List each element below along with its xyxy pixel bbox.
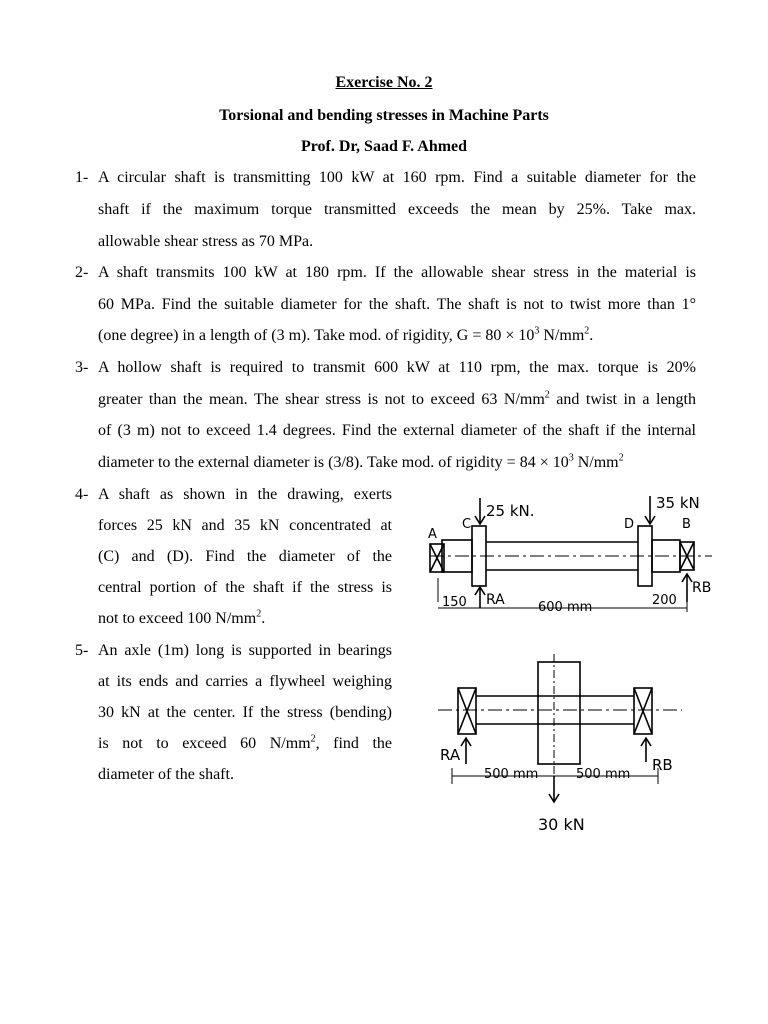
problem-4-line-4: central portion of the shaft if the stress is (98, 579, 392, 596)
problem-2-line-1: A shaft transmits 100 kW at 180 rpm. If the allowable shear stress in the material is (98, 264, 696, 281)
problem-2-number: 2- (75, 264, 89, 281)
fig1-label-b: B (682, 517, 691, 532)
problem-4-line-3: (C) and (D). Find the diameter of the (98, 548, 392, 565)
fig2-reaction-a: RA (440, 746, 461, 764)
problem-5-line-3: 30 kN at the center. If the stress (bending) (98, 704, 392, 721)
problem-4-line-5: not to exceed 100 $N/mm^2$. (98, 608, 266, 627)
fig1-label-a: A (428, 527, 437, 542)
problem-3-line-4: diameter to the external diameter is (3/8). Take mod. of rigidity = $84 \times 10^3$ $N/mm^2$ (98, 452, 624, 471)
problem-3-line-3: of (3 m) not to exceed 1.4 degrees. Find the external diameter of the shaft if the internal (98, 422, 696, 439)
problem-5-line-4: is not to exceed 60 $N/mm^2$, find the (98, 733, 393, 752)
problem-3-number: 3- (75, 359, 89, 376)
fig2-reaction-b: RB (652, 756, 673, 774)
problem-1-line-3: allowable shear stress as 70 MPa. (98, 233, 314, 250)
author-line: Prof. Dr, Saad F. Ahmed (300, 138, 468, 155)
problem-5-line-1: An axle (1m) long is supported in bearings (98, 642, 392, 659)
fig1-dim-right: 200 (652, 593, 677, 608)
problem-1-line-2: shaft if the maximum torque transmitted exceeds the mean by 25%. Take max. (98, 201, 696, 218)
problem-3-line-2: greater than the mean. The shear stress is not to exceed 63 $N/mm^2$ and twist in a length (98, 389, 697, 408)
problem-1-line-1: A circular shaft is transmitting 100 kW at 160 rpm. Find a suitable diameter for the (98, 169, 696, 186)
problem-2-line-3: (one degree) in a length of (3 m). Take mod. of rigidity, $G = 80 \times 10^3$ $N/mm^2$. (98, 325, 594, 344)
fig1-load-c: 25 kN. (486, 502, 535, 520)
fig1-label-d: D (624, 517, 635, 532)
problem-4-number: 4- (75, 486, 89, 503)
problem-3-line-1: A hollow shaft is required to transmit 600 kW at 110 rpm, the max. torque is 20% (98, 359, 696, 376)
shaft-diagram-figure (420, 484, 720, 616)
fig2-dim-left: 500 mm (484, 767, 539, 782)
fig1-reaction-a: RA (486, 592, 505, 608)
fig2-load: 30 kN (538, 815, 585, 834)
fig1-load-d: 35 kN (656, 494, 700, 512)
fig1-dim-left: 150 (442, 595, 467, 610)
problem-5-line-5: diameter of the shaft. (98, 766, 234, 783)
exercise-title: Exercise No. 2 (335, 74, 433, 91)
fig2-dim-right: 500 mm (576, 767, 631, 782)
axle-flywheel-figure (430, 652, 690, 842)
document-subject: Torsional and bending stresses in Machine Parts (219, 107, 549, 124)
fig1-reaction-b: RB (692, 580, 712, 596)
problem-5-line-2: at its ends and carries a flywheel weighing (98, 673, 392, 690)
problem-2-line-2: 60 MPa. Find the suitable diameter for the shaft. The shaft is not to twist more than 1° (98, 296, 696, 313)
fig1-label-c: C (462, 517, 472, 532)
problem-4-line-2: forces 25 kN and 35 kN concentrated at (98, 517, 392, 534)
problem-1-number: 1- (75, 169, 89, 186)
fig1-dim-mid: 600 mm (538, 600, 593, 615)
problem-5-number: 5- (75, 642, 89, 659)
problem-4-line-1: A shaft as shown in the drawing, exerts (98, 486, 392, 503)
